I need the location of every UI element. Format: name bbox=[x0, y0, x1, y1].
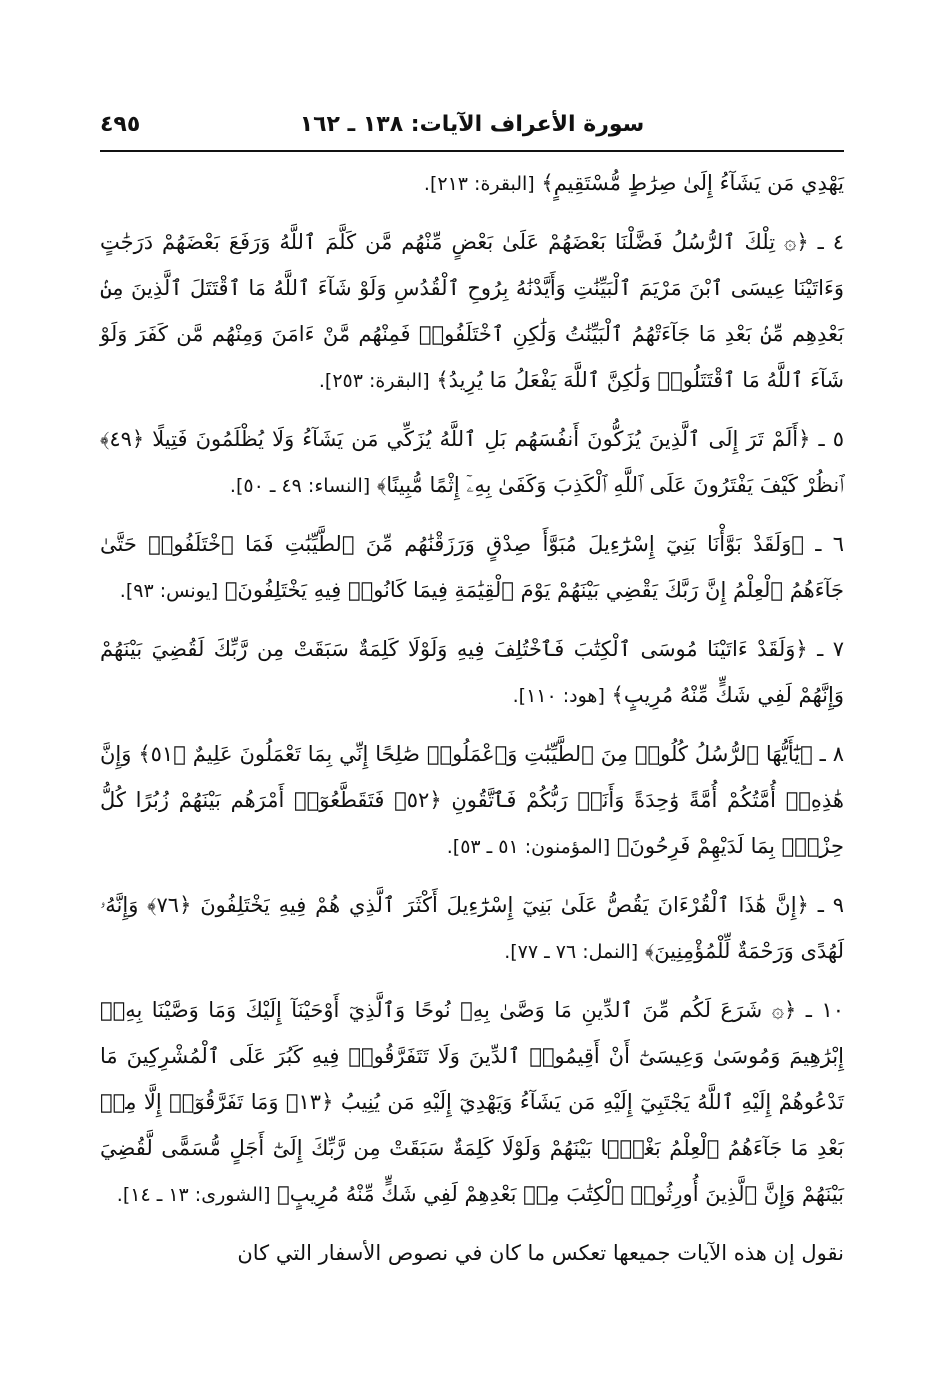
quote-text: ٩ ـ ﴿إِنَّ هَٰذَا ٱلْقُرْءَانَ يَقُصُّ عَلَىٰ بَنِيٓ إِسْرَٰٓءِيلَ أَكْثَرَ ٱلَّذِي هُمْ فِيهِ يَخْتَلِفُونَ ﴿٧٦﴾ وَإِنَّهُۥ لَهُدًى وَرَحْمَةٌ لِّلْمُؤْمِنِينَ﴾ bbox=[100, 893, 845, 963]
quote-paragraph-6 bbox=[100, 521, 844, 614]
quote-reference: [يونس: ٩٣]. bbox=[119, 580, 219, 602]
quote-reference: [الشورى: ١٣ ـ ١٤]. bbox=[116, 1184, 271, 1206]
page-number: ٤٩٥ bbox=[100, 112, 141, 137]
quote-text: ١٠ ـ ﴿۞ شَرَعَ لَكُم مِّنَ ٱلدِّينِ مَا وَصَّىٰ بِهِۦ نُوحًا وَٱلَّذِيٓ أَوْحَيْنَآ إِلَيْكَ وَمَا وَصَّيْنَا بِهِۦٓ إِبْرَٰهِيمَ وَمُوسَىٰ وَعِيسَىٰٓ أَنْ أَقِيمُوا۟ ٱلدِّينَ وَلَا تَتَفَرَّقُوا۟ فِيهِ كَبُرَ عَلَى ٱلْمُشْرِكِينَ مَا تَدْعُوهُمْ إِلَيْهِ ٱللَّهُ يَجْتَبِيٓ إِلَيْهِ مَن يَشَآءُ وَيَهْدِيٓ إِلَيْهِ مَن يُنِيبُ ﴿١٣﴾ وَمَا تَفَرَّقُوٓا۟ إِلَّا مِنۢ بَعْدِ مَا جَآءَهُمُ ٱلْعِلْمُ بَغْيًۢا بَيْنَهُمْ وَلَوْلَا كَلِمَةٌ سَبَقَتْ مِن رَّبِّكَ إِلَىٰٓ أَجَلٍ مُّسَمًّى لَّقُضِيَ بَيْنَهُمْ وَإِنَّ ٱلَّذِينَ أُورِثُوا۟ ٱلْكِتَٰبَ مِنۢ بَعْدِهِمْ لَفِي شَكٍّ مِّنْهُ مُرِيبٍ﴾ bbox=[100, 998, 844, 1206]
quote-reference: [المؤمنون: ٥١ ـ ٥٣]. bbox=[446, 836, 611, 858]
quote-text: ٦ ـ ﴿وَلَقَدْ بَوَّأْنَا بَنِيٓ إِسْرَٰٓءِيلَ مُبَوَّأَ صِدْقٍ وَرَزَقْنَٰهُم مِّنَ ٱلطَّيِّبَٰتِ فَمَا ٱخْتَلَفُوا۟ حَتَّىٰ جَآءَهُمُ ٱلْعِلْمُ إِنَّ رَبَّكَ يَقْضِي بَيْنَهُمْ يَوْمَ ٱلْقِيَٰمَةِ فِيمَا كَانُوا۟ فِيهِ يَخْتَلِفُونَ﴾ bbox=[100, 532, 844, 602]
header-divider bbox=[100, 150, 844, 152]
running-title: سورة الأعراف الآيات: ١٣٨ ـ ١٦٢ bbox=[299, 112, 645, 137]
closing-prose: نقول إن هذه الآيات جميعها تعكس ما كان في نصوص الأسفار التي كان bbox=[237, 1241, 844, 1265]
quote-text: يَهْدِي مَن يَشَآءُ إِلَىٰ صِرَٰطٍ مُّسْتَقِيمٍ﴾ bbox=[541, 171, 844, 195]
quote-paragraph-9 bbox=[100, 882, 844, 975]
quote-reference: [النساء: ٤٩ ـ ٥٠]. bbox=[229, 475, 371, 497]
quote-reference: [البقرة: ٢٥٣]. bbox=[318, 370, 430, 392]
quote-paragraph-7 bbox=[100, 626, 844, 719]
quote-paragraph-10 bbox=[100, 987, 844, 1218]
quote-paragraph-continuation bbox=[100, 160, 844, 207]
quote-paragraph-8 bbox=[100, 731, 844, 870]
page-header bbox=[100, 108, 844, 146]
quote-reference: [النمل: ٧٦ ـ ٧٧]. bbox=[504, 941, 639, 963]
quote-reference: [هود: ١١٠]. bbox=[512, 685, 605, 707]
quote-paragraph-4 bbox=[100, 219, 844, 404]
quote-text: ٤ ـ ﴿۞ تِلْكَ ٱلرُّسُلُ فَضَّلْنَا بَعْضَهُمْ عَلَىٰ بَعْضٍ مِّنْهُم مَّن كَلَّمَ ٱللَّهُ وَرَفَعَ بَعْضَهُمْ دَرَجَٰتٍ وَءَاتَيْنَا عِيسَى ٱبْنَ مَرْيَمَ ٱلْبَيِّنَٰتِ وَأَيَّدْنَٰهُ بِرُوحِ ٱلْقُدُسِ وَلَوْ شَآءَ ٱللَّهُ مَا ٱقْتَتَلَ ٱلَّذِينَ مِنۢ بَعْدِهِم مِّنۢ بَعْدِ مَا جَآءَتْهُمُ ٱلْبَيِّنَٰتُ وَلَٰكِنِ ٱخْتَلَفُوا۟ فَمِنْهُم مَّنْ ءَامَنَ وَمِنْهُم مَّن كَفَرَ وَلَوْ شَآءَ ٱللَّهُ مَا ٱقْتَتَلُوا۟ وَلَٰكِنَّ ٱللَّهَ يَفْعَلُ مَا يُرِيدُ﴾ bbox=[100, 230, 844, 392]
quote-reference: [البقرة: ٢١٣]. bbox=[423, 173, 535, 195]
quote-text: ٧ ـ ﴿وَلَقَدْ ءَاتَيْنَا مُوسَى ٱلْكِتَٰبَ فَٱخْتُلِفَ فِيهِ وَلَوْلَا كَلِمَةٌ سَبَقَتْ مِن رَّبِّكَ لَقُضِيَ بَيْنَهُمْ وَإِنَّهُمْ لَفِي شَكٍّ مِّنْهُ مُرِيبٍ﴾ bbox=[100, 637, 844, 707]
quote-text: ٥ ـ ﴿أَلَمْ تَرَ إِلَى ٱلَّذِينَ يُزَكُّونَ أَنفُسَهُم بَلِ ٱللَّهُ يُزَكِّي مَن يَشَآءُ وَلَا يُظْلَمُونَ فَتِيلًا ﴿٤٩﴾ ٱنظُرْ كَيْفَ يَفْتَرُونَ عَلَى ٱللَّهِ ٱلْكَذِبَ وَكَفَىٰ بِهِۦٓ إِثْمًا مُّبِينًا﴾ bbox=[100, 427, 844, 497]
quote-text: ٨ ـ ﴿يَٰٓأَيُّهَا ٱلرُّسُلُ كُلُوا۟ مِنَ ٱلطَّيِّبَٰتِ وَٱعْمَلُوا۟ صَٰلِحًا إِنِّي بِمَا تَعْمَلُونَ عَلِيمٌ ﴿٥١﴾ وَإِنَّ هَٰذِهِۦٓ أُمَّتُكُمْ أُمَّةً وَٰحِدَةً وَأَنَا۠ رَبُّكُمْ فَٱتَّقُونِ ﴿٥٢﴾ فَتَقَطَّعُوٓا۟ أَمْرَهُم بَيْنَهُمْ زُبُرًا كُلُّ حِزْبٍۭ بِمَا لَدَيْهِمْ فَرِحُونَ﴾ bbox=[100, 742, 845, 858]
page-body bbox=[100, 160, 844, 1297]
quote-paragraph-5 bbox=[100, 416, 844, 509]
